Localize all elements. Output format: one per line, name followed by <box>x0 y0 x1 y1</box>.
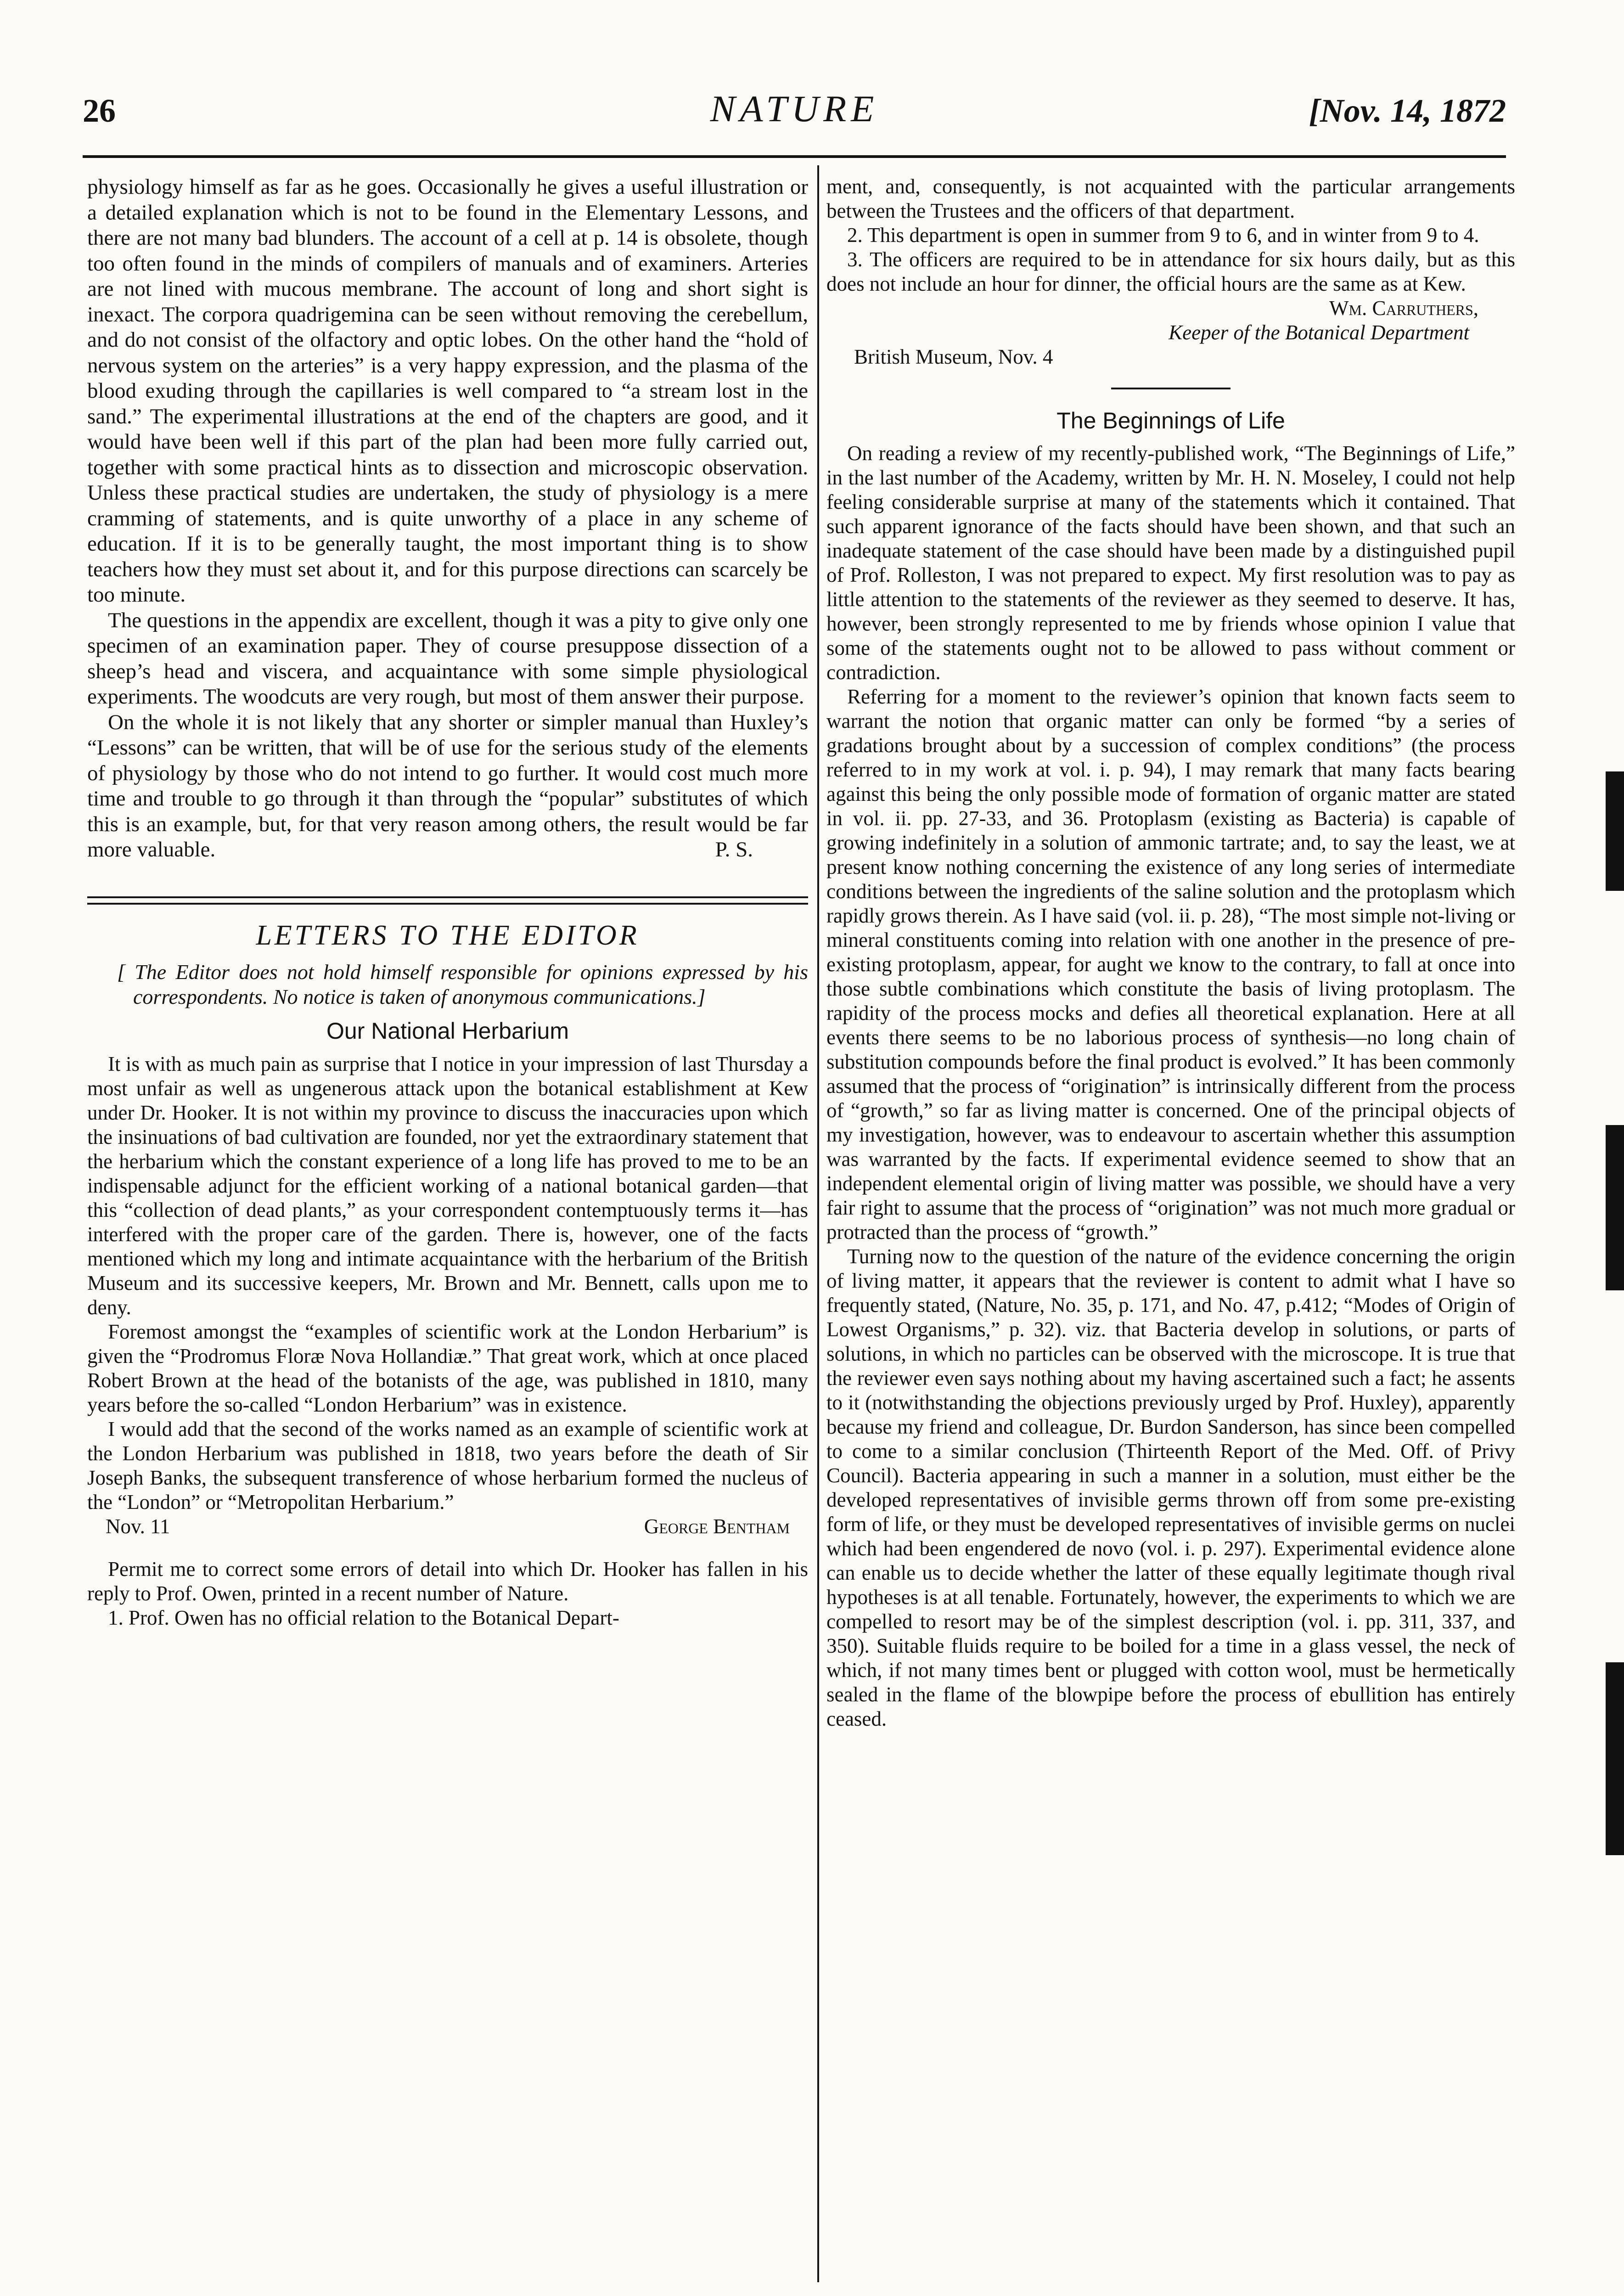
continuation-paragraph: ment, and, consequently, is not acquainted with the particular arrangements between the Trustees and the officers of that department. <box>826 175 1515 222</box>
letter-signature: George Bentham <box>644 1515 790 1538</box>
column-divider <box>817 165 819 2282</box>
section-title: LETTERS TO THE EDITOR <box>256 920 640 951</box>
article-title: The Beginnings of Life <box>1056 408 1285 433</box>
letter-title: Our National Herbarium <box>326 1018 569 1044</box>
header-rule <box>83 155 1506 158</box>
right-column <box>826 174 1515 1731</box>
letter-signoff <box>87 1514 808 1539</box>
article-paragraph: Turning now to the question of the nature of the evidence concerning the origin of living matter, it appears that the reviewer is content to admit what I have so frequently stated, (Nature, No. 35, p. 171, and No. 47, p.412; “Modes of Origin of Lowest Organisms,” p. 32). viz. that Bacteria develop in solutions, or parts of solutions, in which no particles can be observed with the microscope. It is true that the reviewer even says nothing about my having ascertained such a fact; he assents to it (notwithstanding the objections previously urged by Prof. Huxley), apparently because my friend and colleague, Dr. Burdon Sanderson, has since been compelled to come to a similar conclusion (Thirteenth Report of the Med. Off. of Privy Council). Bacteria appearing in such a manner in a solution, must either be the developed representatives of invisible germs thrown off from some pre-existing form of life, or they must be developed representatives of invisible germs on nuclei which had been engendered de novo (vol. i. p. 297). Experimental evidence alone can enable us to decide whether the latter of these equally legitimate though rival hypotheses is at all tenable. Fortunately, however, the experiments to which we are compelled to resort may be of the simplest description (vol. i. pp. 311, 337, and 350). Suitable fluids require to be boiled for a time in a glass vessel, the neck of which, if not many times bent or plugged with cotton wool, must be hermetically sealed in the flame of the blowpipe before the process of ebullition has entirely ceased. <box>826 1245 1515 1730</box>
review-paragraph: On the whole it is not likely that any shorter or simpler manual than Huxley’s “Lessons” can be written, that will be of use for the serious study of the elements of physiology by those who do not intend to go further. It would cost much more time and trouble to go through it than through the “popular” substitutes of which this is an example, but, for that very reason among others, the result would be far more valuable. <box>87 710 808 861</box>
signature-name: Wm. Carruthers, <box>1329 297 1478 320</box>
page-number: 26 <box>83 92 116 129</box>
review-paragraph: physiology himself as far as he goes. Occasionally he gives a useful illustration or a detailed explanation which is not to be found in the Elementary Lessons, and there are not many bad blunders. The account of a cell at p. 14 is obsolete, though too often found in the minds of compilers of manuals and of examiners. Arteries are not lined with mucous membrane. The account of long and short sight is inexact. The corpora quadrigemina can be seen without removing the cerebellum, and do not consist of the olfactory and optic lobes. On the other hand the “hold of nervous system on the arteries” is a very happy expression, and the plasma of the blood exuding through the capillaries is well compared to “a stream lost in the sand.” The experimental illustrations at the end of the chapters are good, and it would have been well if this part of the plan had been more fully carried out, together with some practical hints as to dissection and microscopic observation. Unless these practical studies are undertaken, the study of physiology is a mere cramming of statements, and is quite unworthy of a place in any scheme of education. If it is to be generally taught, the most important thing is to show teachers how they must set about it, and for this purpose directions can scarcely be too minute. <box>87 175 808 607</box>
letter-date: Nov. 11 <box>106 1515 170 1538</box>
issue-date: [Nov. 14, 1872 <box>1309 92 1506 129</box>
letter-paragraph: I would add that the second of the works named as an example of scientific work at the London Herbarium was published in 1818, two years before the death of Sir Joseph Banks, the subsequent transference of whose herbarium formed the nucleus of the “London” or “Metropolitan Herbarium.” <box>87 1418 808 1514</box>
editor-note: [ The Editor does not hold himself responsible for opinions expressed by his correspondents. No notice is taken of anonymous communications.] <box>117 960 808 1008</box>
section-rule <box>87 896 808 905</box>
point-two: 2. This department is open in summer from 9 to 6, and in winter from 9 to 4. <box>847 224 1479 247</box>
article-rule <box>1111 388 1231 389</box>
letter-paragraph: Foremost amongst the “examples of scientific work at the London Herbarium” is given the “Prodromus Floræ Nova Hollandiæ.” That great work, which at once placed Robert Brown at the head of the botanists of the age, was published in 1810, many years before the so-called “London Herbarium” was in existence. <box>87 1320 808 1416</box>
point-one: 1. Prof. Owen has no official relation to the Botanical Depart- <box>108 1606 619 1629</box>
review-paragraph: The questions in the appendix are excellent, though it was a pity to give only one specimen of an examination paper. They of course presuppose dissection of a sheep’s head and viscera, and acquaintance with some simple physiological experiments. The woodcuts are very rough, but most of them answer their purpose. <box>87 608 808 709</box>
signature-place: British Museum, Nov. 4 <box>854 345 1053 368</box>
scan-edge-mark <box>1606 771 1624 891</box>
article-paragraph: On reading a review of my recently-published work, “The Beginnings of Life,” in the last number of the Academy, written by Mr. H. N. Moseley, I could not help feeling considerable surprise at many of the statements which it contained. That such apparent ignorance of the facts should have been shown, and that such an inadequate statement of the case should have been made by a distinguished pupil of Prof. Rolleston, I was not prepared to expect. My first resolution was to pay as little attention to the statements of the reviewer as they seemed to deserve. It has, however, been strongly represented to me by friends whose opinion I value that some of the statements ought not to be allowed to pass without comment or contradiction. <box>826 442 1515 684</box>
signature-title: Keeper of the Botanical Department <box>1169 321 1469 344</box>
permit-paragraph: Permit me to correct some errors of detail into which Dr. Hooker has fallen in his reply to Prof. Owen, printed in a recent number of Nature. <box>87 1558 808 1605</box>
scan-edge-mark <box>1606 1125 1624 1290</box>
journal-title: NATURE <box>710 88 879 129</box>
review-initials: P. S. <box>715 837 753 861</box>
left-column <box>87 174 808 1630</box>
article-paragraph: Referring for a moment to the reviewer’s opinion that known facts seem to warrant the notion that organic matter can only be formed “by a series of gradations brought about by a succession of complex conditions” (the process referred to in my work at vol. i. p. 94), I may remark that many facts bearing against this being the only possible mode of formation of organic matter are stated in vol. ii. pp. 27-33, and 36. Protoplasm (existing as Bacteria) is capable of growing indefinitely in a solution of ammonic tartrate; and, to say the least, we at present know nothing concerning the existence of any long series of intermediate conditions between the ingredients of the saline solution and the protoplasm which rapidly grows therein. As I have said (vol. ii. p. 28), “The most simple not-living or mineral constituents coming into relation with one another in the presence of pre-existing protoplasm, appear, for aught we know to the contrary, to fall at once into those subtle combinations which constitute the basis of living protoplasm. The rapidity of the process mocks and defies all theoretical explanation. Here at all events there seems to be no laborious process of synthesis—no long chain of substitution compounds before the final product is evolved.” It has been commonly assumed that the process of “origination” is intrinsically different from the process of “growth,” so far as living matter is concerned. One of the principal objects of my investigation, however, was to endeavour to ascertain whether this assumption was warranted by the facts. If experimental evidence seemed to show that an independent elemental origin of living matter was possible, we should have a very fair right to assume that the process of “origination” was not much more gradual or protracted than the process of “growth.” <box>826 685 1515 1244</box>
page-header <box>83 87 1506 142</box>
point-three: 3. The officers are required to be in attendance for six hours daily, but as this does not include an hour for dinner, the official hours are the same as at Kew. <box>826 248 1515 295</box>
scan-edge-mark <box>1606 1662 1624 1855</box>
letter-paragraph: It is with as much pain as surprise that I notice in your impression of last Thursday a most unfair as well as ungenerous attack upon the botanical establishment at Kew under Dr. Hooker. It is not within my province to discuss the inaccuracies upon which the insinuations of bad cultivation are founded, nor yet the extraordinary statement that the herbarium which the constant experience of a long life has proved to me to be an indispensable adjunct for the efficient working of a national botanical garden—that this “collection of dead plants,” as your correspondent contemptuously terms it—has interfered with the proper care of the garden. There is, however, one of the facts mentioned which my long and intimate acquaintance with the herbarium of the British Museum and its successive keepers, Mr. Brown and Mr. Bennett, calls upon me to deny. <box>87 1052 808 1319</box>
